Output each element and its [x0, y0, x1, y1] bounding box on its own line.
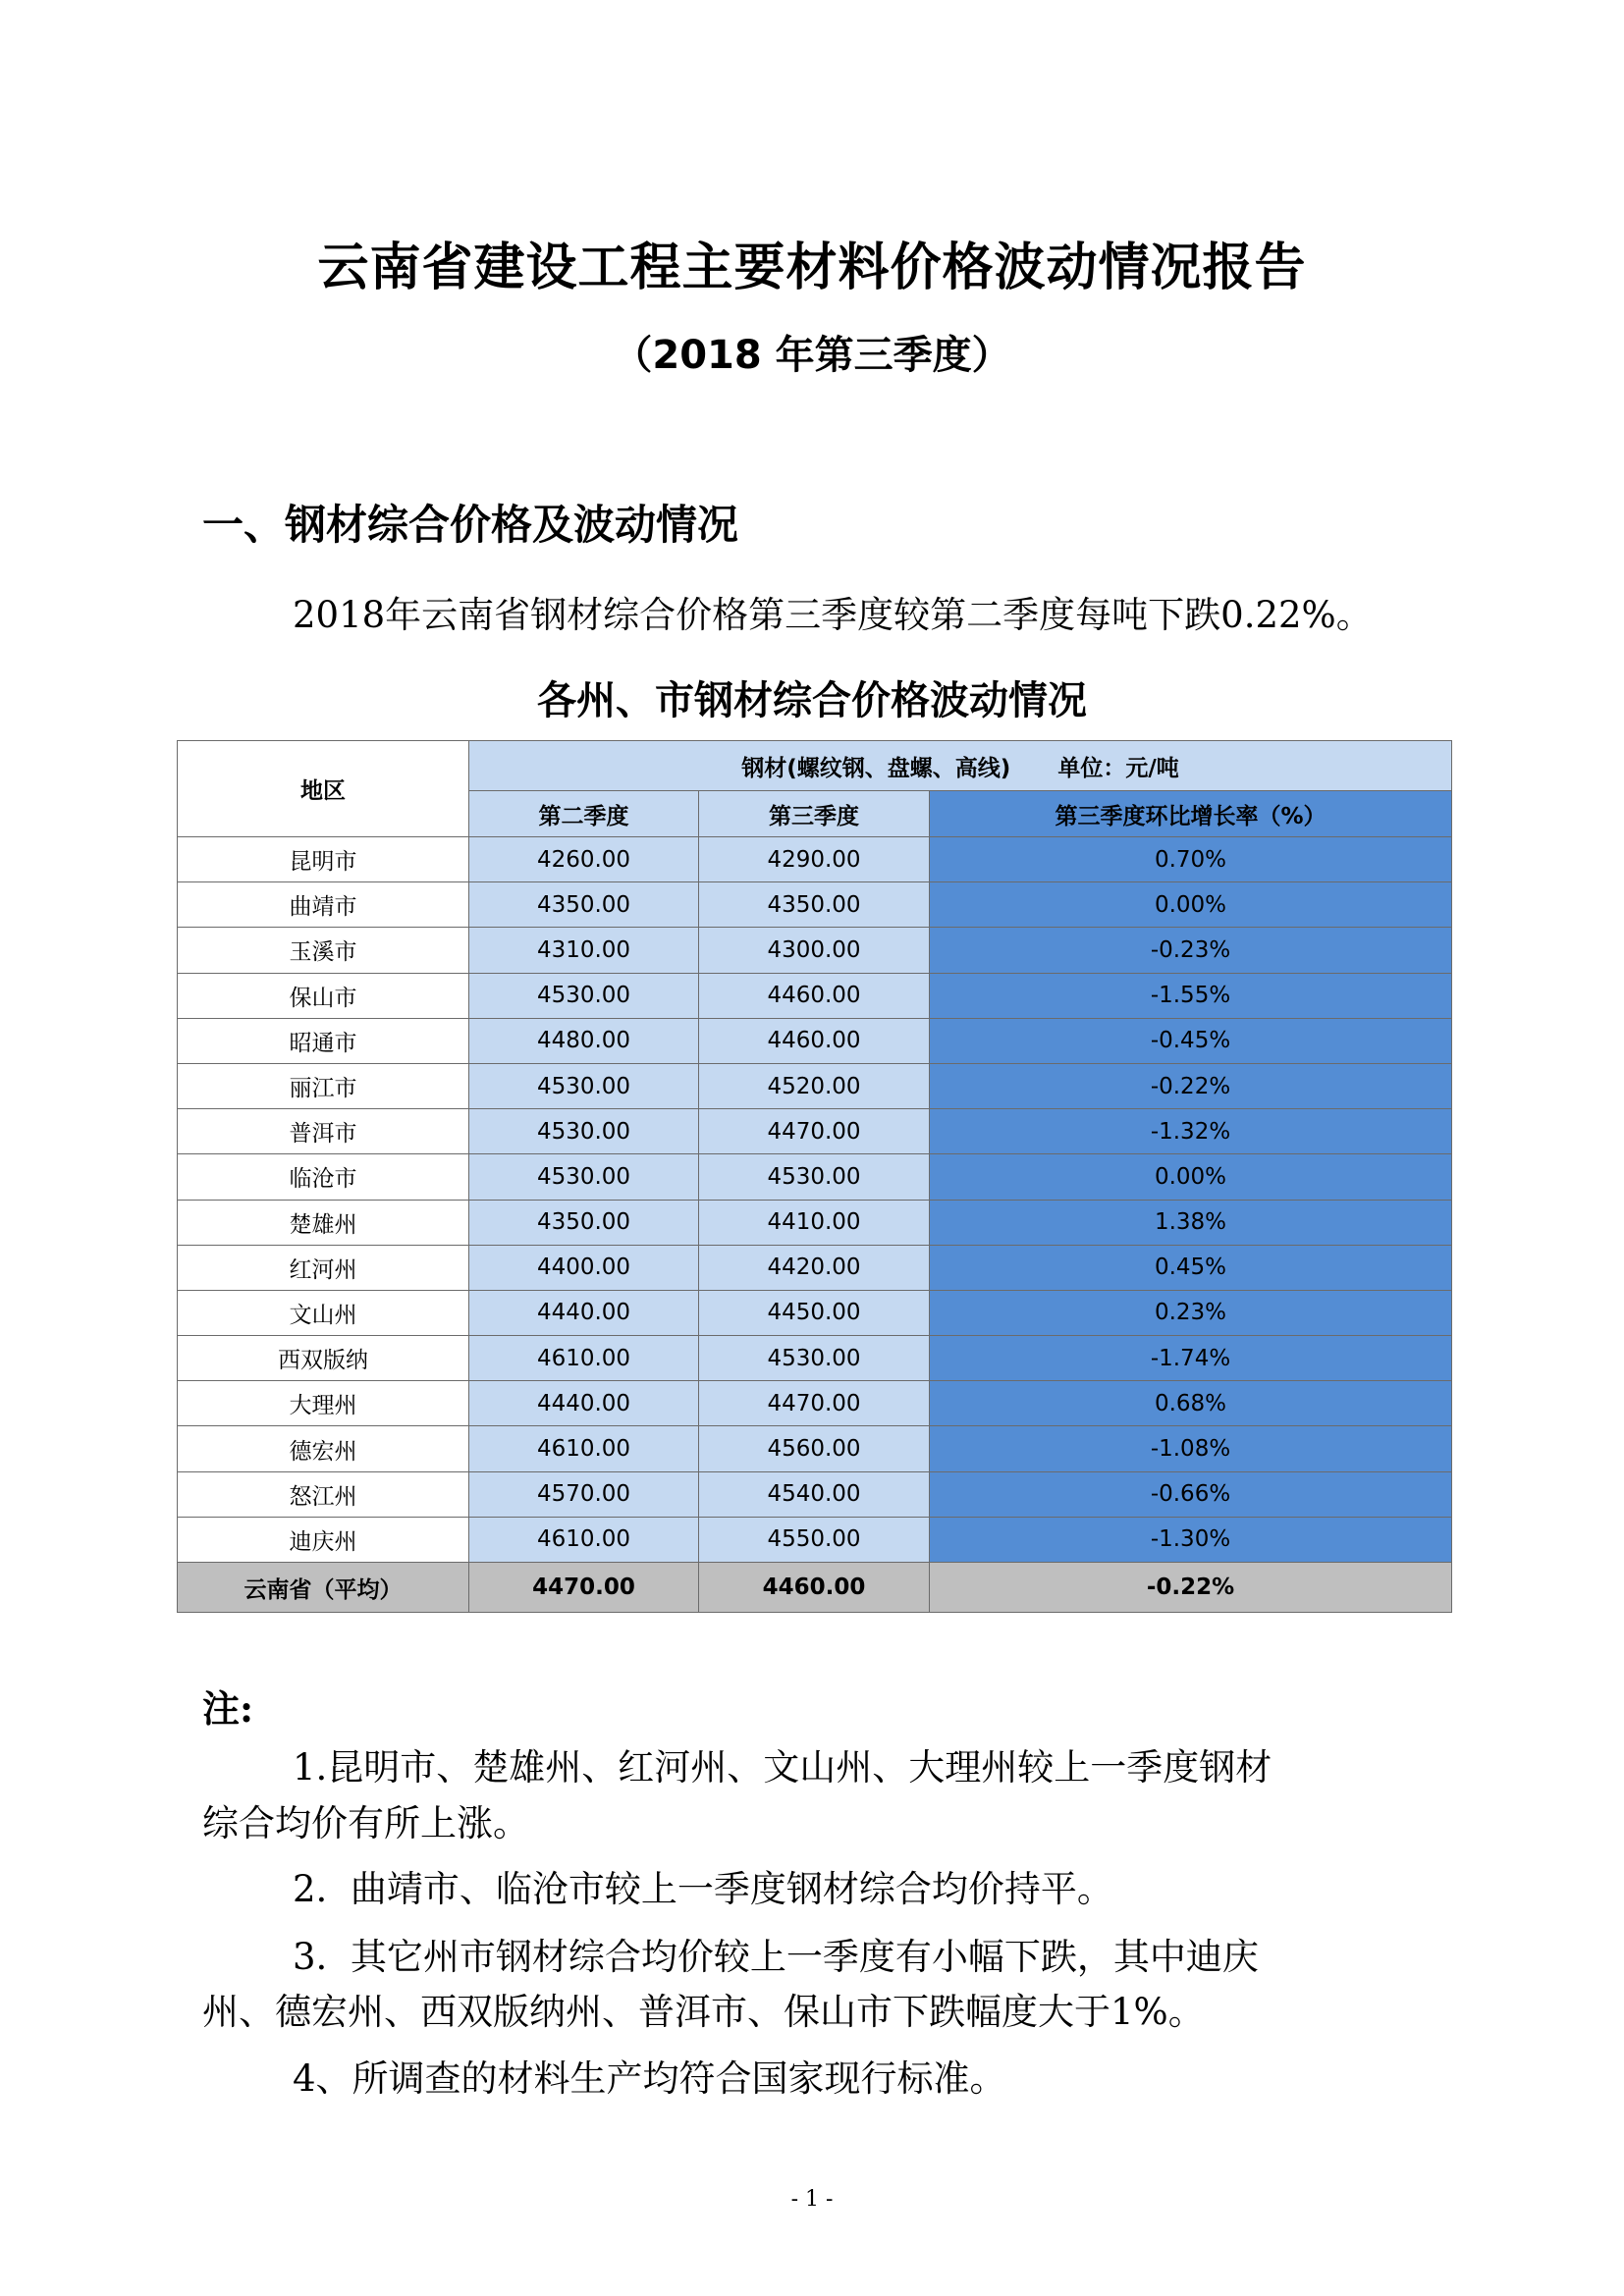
- q2-cell: 4440.00: [469, 1381, 699, 1426]
- table-row: [178, 973, 1452, 1018]
- q3-cell: 4460.00: [699, 1018, 930, 1063]
- q2-cell: 4610.00: [469, 1517, 699, 1562]
- q3-cell: 4470.00: [699, 1109, 930, 1154]
- note-3-line-1: 3. 其它州市钢材综合均价较上一季度有小幅下跌，其中迪庆: [293, 1936, 1259, 1978]
- q3-cell: 4460.00: [699, 973, 930, 1018]
- table-row: [178, 1426, 1452, 1471]
- average-region-cell: 云南省（平均）: [178, 1563, 469, 1613]
- q3-cell: 4550.00: [699, 1517, 930, 1562]
- q2-cell: 4260.00: [469, 837, 699, 882]
- average-rate-cell: -0.22%: [930, 1563, 1452, 1613]
- region-header: 地区: [178, 741, 469, 837]
- region-cell: 昭通市: [178, 1018, 469, 1063]
- note-3-line-2: 州、德宏州、西双版纳州、普洱市、保山市下跌幅度大于1%。: [202, 1991, 1205, 2033]
- section-heading: 一、钢材综合价格及波动情况: [202, 501, 739, 549]
- q2-cell: 4610.00: [469, 1336, 699, 1381]
- rate-cell: -0.22%: [930, 1063, 1452, 1108]
- rate-cell: 0.00%: [930, 1154, 1452, 1200]
- region-cell: 文山州: [178, 1290, 469, 1335]
- region-cell: 西双版纳: [178, 1336, 469, 1381]
- table-row: [178, 837, 1452, 882]
- note-2: 2. 曲靖市、临沧市较上一季度钢材综合均价持平。: [293, 1868, 1113, 1910]
- q3-cell: 4470.00: [699, 1381, 930, 1426]
- table-row: [178, 882, 1452, 928]
- note-1-line-2: 综合均价有所上涨。: [202, 1802, 529, 1844]
- q3-cell: 4520.00: [699, 1063, 930, 1108]
- average-row: [178, 1563, 1452, 1613]
- q2-cell: 4530.00: [469, 1154, 699, 1200]
- steel-price-table: [177, 740, 1452, 1613]
- table-row: [178, 1471, 1452, 1517]
- table-row: [178, 928, 1452, 973]
- q2-cell: 4480.00: [469, 1018, 699, 1063]
- q3-cell: 4450.00: [699, 1290, 930, 1335]
- q3-cell: 4530.00: [699, 1336, 930, 1381]
- q2-cell: 4530.00: [469, 973, 699, 1018]
- q3-cell: 4350.00: [699, 882, 930, 928]
- q3-cell: 4530.00: [699, 1154, 930, 1200]
- region-cell: 昆明市: [178, 837, 469, 882]
- region-cell: 楚雄州: [178, 1200, 469, 1245]
- average-q2-cell: 4470.00: [469, 1563, 699, 1613]
- report-title: 云南省建设工程主要材料价格波动情况报告: [317, 239, 1307, 297]
- q2-cell: 4610.00: [469, 1426, 699, 1471]
- region-cell: 红河州: [178, 1245, 469, 1290]
- rate-cell: 1.38%: [930, 1200, 1452, 1245]
- q2-cell: 4530.00: [469, 1109, 699, 1154]
- table-row: [178, 1517, 1452, 1562]
- region-cell: 普洱市: [178, 1109, 469, 1154]
- table-row: [178, 1290, 1452, 1335]
- region-cell: 迪庆州: [178, 1517, 469, 1562]
- average-q3-cell: 4460.00: [699, 1563, 930, 1613]
- q2-cell: 4400.00: [469, 1245, 699, 1290]
- rate-cell: -0.23%: [930, 928, 1452, 973]
- rate-cell: -1.30%: [930, 1517, 1452, 1562]
- page-number: - 1 -: [790, 2187, 834, 2212]
- rate-cell: 0.45%: [930, 1245, 1452, 1290]
- q2-cell: 4440.00: [469, 1290, 699, 1335]
- q2-header: 第二季度: [469, 791, 699, 837]
- table-row: [178, 1154, 1452, 1200]
- table-title: 各州、市钢材综合价格波动情况: [537, 678, 1087, 723]
- region-cell: 大理州: [178, 1381, 469, 1426]
- region-cell: 德宏州: [178, 1426, 469, 1471]
- table-row: [178, 1381, 1452, 1426]
- region-cell: 保山市: [178, 973, 469, 1018]
- q2-cell: 4310.00: [469, 928, 699, 973]
- rate-cell: -0.45%: [930, 1018, 1452, 1063]
- table-row: [178, 1109, 1452, 1154]
- note-4: 4、所调查的材料生产均符合国家现行标准。: [293, 2057, 1006, 2100]
- group-header: 钢材(螺纹钢、盘螺、高线) 单位：元/吨: [469, 741, 1452, 791]
- rate-cell: 0.68%: [930, 1381, 1452, 1426]
- rate-cell: 0.23%: [930, 1290, 1452, 1335]
- table-row: [178, 1245, 1452, 1290]
- region-cell: 曲靖市: [178, 882, 469, 928]
- q2-cell: 4350.00: [469, 882, 699, 928]
- notes-label: 注:: [202, 1686, 254, 1731]
- q3-header: 第三季度: [699, 791, 930, 837]
- region-cell: 丽江市: [178, 1063, 469, 1108]
- q3-cell: 4410.00: [699, 1200, 930, 1245]
- q2-cell: 4570.00: [469, 1471, 699, 1517]
- report-subtitle: （2018 年第三季度）: [613, 333, 1011, 378]
- intro-paragraph: 2018年云南省钢材综合价格第三季度较第二季度每吨下跌0.22%。: [293, 594, 1373, 636]
- rate-cell: 0.70%: [930, 837, 1452, 882]
- note-1-line-1: 1.昆明市、楚雄州、红河州、文山州、大理州较上一季度钢材: [293, 1746, 1272, 1789]
- q3-cell: 4560.00: [699, 1426, 930, 1471]
- region-cell: 临沧市: [178, 1154, 469, 1200]
- rate-cell: -1.32%: [930, 1109, 1452, 1154]
- q2-cell: 4350.00: [469, 1200, 699, 1245]
- rate-cell: -1.74%: [930, 1336, 1452, 1381]
- rate-header: 第三季度环比增长率（%）: [930, 791, 1452, 837]
- q2-cell: 4530.00: [469, 1063, 699, 1108]
- region-cell: 怒江州: [178, 1471, 469, 1517]
- table-row: [178, 1018, 1452, 1063]
- table-row: [178, 1336, 1452, 1381]
- region-cell: 玉溪市: [178, 928, 469, 973]
- rate-cell: -1.08%: [930, 1426, 1452, 1471]
- table-row: [178, 1063, 1452, 1108]
- q3-cell: 4300.00: [699, 928, 930, 973]
- rate-cell: -1.55%: [930, 973, 1452, 1018]
- rate-cell: 0.00%: [930, 882, 1452, 928]
- q3-cell: 4540.00: [699, 1471, 930, 1517]
- table-row: [178, 1200, 1452, 1245]
- q3-cell: 4420.00: [699, 1245, 930, 1290]
- rate-cell: -0.66%: [930, 1471, 1452, 1517]
- q3-cell: 4290.00: [699, 837, 930, 882]
